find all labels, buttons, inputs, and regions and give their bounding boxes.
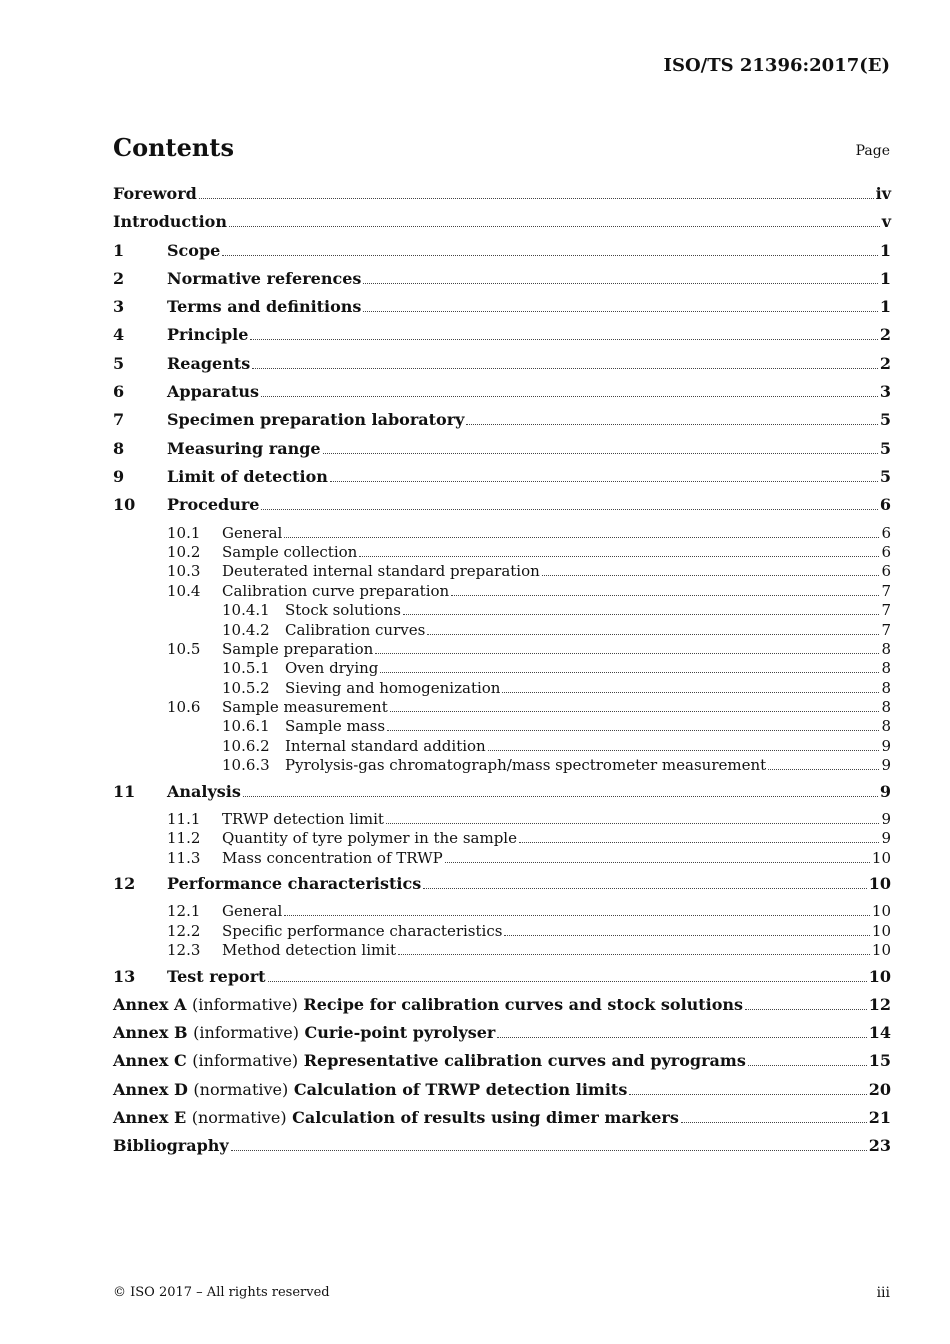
toc-entry-number: 10.4 bbox=[167, 581, 201, 600]
annex-qualifier: (informative) bbox=[191, 994, 298, 1014]
toc-entry-page: 5 bbox=[879, 438, 891, 458]
toc-entry-number: 5 bbox=[113, 353, 125, 373]
toc-entry[interactable] bbox=[113, 184, 891, 212]
toc-entry-number: 10.5 bbox=[167, 639, 201, 658]
toc-entry[interactable] bbox=[113, 562, 891, 581]
toc-entry[interactable] bbox=[113, 467, 891, 495]
toc-entry-title bbox=[113, 1080, 627, 1099]
dot-leader bbox=[375, 653, 879, 654]
toc-entry-title bbox=[113, 995, 743, 1014]
annex-title: Recipe for calibration curves and stock solutions bbox=[303, 994, 744, 1014]
toc-entry-page: 9 bbox=[879, 781, 891, 801]
toc-entry-page: 8 bbox=[881, 678, 891, 697]
toc-entry-page: 8 bbox=[881, 659, 891, 678]
dot-leader bbox=[359, 556, 879, 557]
toc-entry[interactable] bbox=[113, 439, 891, 467]
toc-entry[interactable] bbox=[113, 829, 891, 848]
dot-leader bbox=[504, 935, 869, 936]
toc-entry[interactable] bbox=[113, 902, 891, 921]
dot-leader bbox=[629, 1094, 866, 1095]
dot-leader bbox=[502, 692, 879, 693]
dot-leader bbox=[284, 537, 879, 538]
toc-entry[interactable] bbox=[113, 849, 891, 868]
toc-entry-title: Measuring range bbox=[167, 438, 321, 458]
annex-qualifier: (normative) bbox=[191, 1108, 287, 1128]
toc-entry-title: Procedure bbox=[167, 495, 260, 515]
dot-leader bbox=[398, 954, 870, 955]
toc-entry-title: General bbox=[222, 523, 283, 542]
annex-label: Annex C bbox=[113, 1051, 187, 1071]
toc-entry[interactable] bbox=[113, 1108, 891, 1136]
toc-entry-page: 9 bbox=[881, 829, 891, 848]
toc-entry[interactable] bbox=[113, 922, 891, 941]
annex-title: Calculation of results using dimer markers bbox=[292, 1108, 679, 1128]
toc-entry[interactable] bbox=[113, 382, 891, 410]
document-id: ISO/TS 21396:2017(E) bbox=[663, 55, 890, 76]
dot-leader bbox=[199, 198, 874, 199]
toc-entry-title: Terms and definitions bbox=[167, 297, 362, 317]
toc-entry-title bbox=[113, 1023, 495, 1042]
toc-entry-title bbox=[113, 1108, 679, 1127]
toc-entry-page: 6 bbox=[881, 562, 891, 581]
toc-entry-page: 23 bbox=[868, 1136, 891, 1156]
dot-leader bbox=[542, 575, 880, 576]
dot-leader bbox=[261, 509, 877, 510]
toc-entry[interactable] bbox=[113, 640, 891, 659]
toc-entry-title: Internal standard addition bbox=[285, 736, 486, 755]
toc-entry-title: Reagents bbox=[167, 353, 251, 373]
dot-leader bbox=[427, 634, 879, 635]
toc-entry-number: 13 bbox=[113, 966, 136, 986]
toc-entry-number: 7 bbox=[113, 410, 125, 430]
toc-entry-title: Introduction bbox=[113, 212, 227, 232]
dot-leader bbox=[284, 915, 870, 916]
toc-entry-number: 3 bbox=[113, 297, 125, 317]
dot-leader bbox=[243, 796, 878, 797]
toc-entry-number: 10.4.2 bbox=[222, 620, 270, 639]
dot-leader bbox=[380, 672, 879, 673]
annex-title: Curie-point pyrolyser bbox=[304, 1023, 496, 1043]
toc-entry[interactable] bbox=[113, 297, 891, 325]
annex-qualifier: (informative) bbox=[192, 1051, 299, 1071]
dot-leader bbox=[390, 711, 880, 712]
toc-entry[interactable] bbox=[113, 621, 891, 640]
toc-entry[interactable] bbox=[113, 1023, 891, 1051]
dot-leader bbox=[261, 396, 878, 397]
toc-entry-page: 9 bbox=[881, 809, 891, 828]
toc-entry-title: Scope bbox=[167, 240, 221, 260]
annex-label: Annex B bbox=[113, 1023, 188, 1043]
toc-entry[interactable] bbox=[113, 874, 891, 902]
toc-entry[interactable] bbox=[113, 410, 891, 438]
toc-entry[interactable] bbox=[113, 582, 891, 601]
toc-entry-number: 10.6.3 bbox=[222, 756, 270, 775]
dot-leader bbox=[323, 453, 878, 454]
dot-leader bbox=[252, 368, 878, 369]
toc-entry-title: Sample collection bbox=[222, 542, 358, 561]
toc-entry-number: 4 bbox=[113, 325, 125, 345]
toc-entry-page: 1 bbox=[879, 297, 891, 317]
toc-entry-title bbox=[113, 1051, 746, 1070]
toc-entry-page: 12 bbox=[868, 994, 891, 1014]
dot-leader bbox=[466, 424, 877, 425]
toc-entry-title: Quantity of tyre polymer in the sample bbox=[222, 829, 517, 848]
toc-entry-number: 10.2 bbox=[167, 542, 201, 561]
toc-entry-number: 12 bbox=[113, 874, 136, 894]
toc-entry-page: 6 bbox=[881, 523, 891, 542]
toc-entry[interactable] bbox=[113, 212, 891, 240]
toc-entry-title: Limit of detection bbox=[167, 466, 328, 486]
toc-entry-number: 10.6.1 bbox=[222, 717, 270, 736]
toc-entry-number: 10.5.2 bbox=[222, 678, 270, 697]
toc-entry[interactable] bbox=[113, 698, 891, 717]
toc-entry-page: 10 bbox=[868, 966, 891, 986]
dot-leader bbox=[268, 981, 867, 982]
toc-entry-number: 2 bbox=[113, 268, 125, 288]
toc-entry-number: 11.3 bbox=[167, 848, 201, 867]
toc-entry-page: 7 bbox=[881, 620, 891, 639]
table-of-contents bbox=[113, 184, 891, 1165]
dot-leader bbox=[387, 730, 879, 731]
dot-leader bbox=[250, 339, 877, 340]
toc-entry-title: Apparatus bbox=[167, 382, 259, 402]
copyright-notice: © ISO 2017 – All rights reserved bbox=[113, 1285, 330, 1300]
toc-entry-title: Calibration curves bbox=[285, 620, 426, 639]
toc-entry-title: General bbox=[222, 902, 283, 921]
toc-entry-number: 8 bbox=[113, 438, 125, 458]
toc-entry-page: 2 bbox=[879, 353, 891, 373]
toc-entry-number: 1 bbox=[113, 240, 125, 260]
toc-entry-title: Sieving and homogenization bbox=[285, 678, 501, 697]
dot-leader bbox=[330, 481, 878, 482]
dot-leader bbox=[768, 769, 879, 770]
dot-leader bbox=[748, 1065, 867, 1066]
toc-entry[interactable] bbox=[113, 737, 891, 756]
toc-entry[interactable] bbox=[113, 810, 891, 829]
toc-entry[interactable] bbox=[113, 1136, 891, 1164]
toc-entry[interactable] bbox=[113, 941, 891, 960]
toc-entry-page: iv bbox=[875, 184, 891, 203]
toc-entry-page: 9 bbox=[881, 736, 891, 755]
toc-entry-title: Sample mass bbox=[285, 717, 386, 736]
page-column-label: Page bbox=[855, 143, 890, 159]
toc-entry-number: 9 bbox=[113, 466, 125, 486]
toc-entry-page: v bbox=[881, 212, 891, 232]
toc-entry-title: Pyrolysis-gas chromatograph/mass spectrometer measurement bbox=[285, 756, 767, 775]
dot-leader bbox=[363, 311, 877, 312]
dot-leader bbox=[231, 1150, 867, 1151]
dot-leader bbox=[745, 1009, 867, 1010]
toc-entry-page: 15 bbox=[868, 1051, 891, 1071]
toc-entry-number: 10.5.1 bbox=[222, 659, 270, 678]
toc-entry-number: 11.1 bbox=[167, 809, 201, 828]
annex-title: Representative calibration curves and pyrograms bbox=[303, 1051, 746, 1071]
toc-entry-page: 1 bbox=[879, 268, 891, 288]
toc-entry[interactable] bbox=[113, 325, 891, 353]
toc-entry-title: Oven drying bbox=[285, 659, 379, 678]
toc-entry-title: Specimen preparation laboratory bbox=[167, 410, 465, 430]
toc-entry-title: Method detection limit bbox=[222, 941, 397, 960]
toc-entry-page: 7 bbox=[881, 581, 891, 600]
dot-leader bbox=[488, 750, 880, 751]
toc-entry[interactable] bbox=[113, 269, 891, 297]
toc-entry-page: 14 bbox=[868, 1023, 891, 1043]
toc-entry-title: Performance characteristics bbox=[167, 874, 422, 894]
annex-qualifier: (informative) bbox=[193, 1023, 299, 1043]
page-number: iii bbox=[876, 1285, 890, 1301]
toc-entry-title: Sample measurement bbox=[222, 698, 388, 717]
toc-entry-page: 8 bbox=[881, 698, 891, 717]
toc-entry-page: 5 bbox=[879, 466, 891, 486]
toc-entry-title: Stock solutions bbox=[285, 601, 401, 620]
toc-entry-number: 11.2 bbox=[167, 829, 201, 848]
toc-entry-number: 10.6.2 bbox=[222, 736, 270, 755]
toc-entry-page: 10 bbox=[868, 874, 891, 894]
toc-entry-page: 21 bbox=[868, 1108, 891, 1128]
dot-leader bbox=[403, 614, 879, 615]
toc-entry[interactable] bbox=[113, 1080, 891, 1108]
toc-entry[interactable] bbox=[113, 241, 891, 269]
toc-entry-page: 2 bbox=[879, 325, 891, 345]
toc-entry[interactable] bbox=[113, 717, 891, 736]
toc-entry-number: 12.3 bbox=[167, 941, 201, 960]
annex-label: Annex E bbox=[113, 1108, 187, 1128]
dot-leader bbox=[386, 823, 879, 824]
dot-leader bbox=[497, 1037, 866, 1038]
toc-entry-page: 10 bbox=[871, 848, 891, 867]
toc-entry-number: 12.2 bbox=[167, 921, 201, 940]
toc-entry[interactable] bbox=[113, 995, 891, 1023]
toc-entry-title: TRWP detection limit bbox=[222, 809, 384, 828]
toc-entry-title: Test report bbox=[167, 966, 266, 986]
toc-entry-number: 10.3 bbox=[167, 562, 201, 581]
toc-entry-title: Analysis bbox=[167, 781, 241, 801]
toc-entry[interactable] bbox=[113, 659, 891, 678]
toc-entry[interactable] bbox=[113, 782, 891, 810]
toc-entry-title: Mass concentration of TRWP bbox=[222, 848, 443, 867]
toc-entry-page: 9 bbox=[881, 756, 891, 775]
toc-entry[interactable] bbox=[113, 1051, 891, 1079]
toc-entry-page: 10 bbox=[871, 921, 891, 940]
annex-title: Calculation of TRWP detection limits bbox=[293, 1079, 628, 1099]
toc-entry-title: Bibliography bbox=[113, 1136, 229, 1156]
toc-entry-title: Deuterated internal standard preparation bbox=[222, 562, 540, 581]
dot-leader bbox=[681, 1122, 867, 1123]
toc-entry[interactable] bbox=[113, 601, 891, 620]
toc-entry-page: 20 bbox=[868, 1079, 891, 1099]
toc-entry-page: 8 bbox=[881, 639, 891, 658]
toc-entry[interactable] bbox=[113, 524, 891, 543]
toc-entry-page: 3 bbox=[879, 382, 891, 402]
annex-qualifier: (normative) bbox=[193, 1079, 289, 1099]
toc-entry-title: Calibration curve preparation bbox=[222, 581, 450, 600]
toc-entry-page: 8 bbox=[881, 717, 891, 736]
toc-entry-page: 10 bbox=[871, 941, 891, 960]
toc-entry[interactable] bbox=[113, 354, 891, 382]
toc-entry-page: 6 bbox=[881, 542, 891, 561]
toc-entry[interactable] bbox=[113, 756, 891, 775]
toc-entry-page: 7 bbox=[881, 601, 891, 620]
toc-entry[interactable] bbox=[113, 967, 891, 995]
dot-leader bbox=[423, 888, 867, 889]
toc-entry-title: Foreword bbox=[113, 184, 197, 203]
page-title: Contents bbox=[113, 133, 234, 162]
toc-entry-page: 5 bbox=[879, 410, 891, 430]
toc-entry[interactable] bbox=[113, 543, 891, 562]
toc-entry-number: 6 bbox=[113, 382, 125, 402]
toc-entry-page: 1 bbox=[879, 240, 891, 260]
toc-entry-number: 12.1 bbox=[167, 902, 201, 921]
toc-entry-title: Sample preparation bbox=[222, 639, 374, 658]
toc-entry-title: Normative references bbox=[167, 268, 362, 288]
toc-entry-number: 10 bbox=[113, 495, 136, 515]
toc-entry[interactable] bbox=[113, 495, 891, 523]
toc-entry-title: Specific performance characteristics bbox=[222, 921, 503, 940]
annex-label: Annex A bbox=[113, 994, 187, 1014]
dot-leader bbox=[451, 595, 879, 596]
dot-leader bbox=[222, 255, 878, 256]
dot-leader bbox=[445, 862, 870, 863]
annex-label: Annex D bbox=[113, 1079, 188, 1099]
dot-leader bbox=[229, 226, 880, 227]
dot-leader bbox=[363, 283, 877, 284]
toc-entry-number: 11 bbox=[113, 781, 136, 801]
dot-leader bbox=[519, 842, 879, 843]
toc-entry-title: Principle bbox=[167, 325, 249, 345]
toc-entry[interactable] bbox=[113, 679, 891, 698]
toc-entry-page: 10 bbox=[871, 902, 891, 921]
toc-entry-page: 6 bbox=[879, 495, 891, 515]
toc-entry-number: 10.1 bbox=[167, 523, 201, 542]
toc-entry-number: 10.4.1 bbox=[222, 601, 270, 620]
toc-entry-number: 10.6 bbox=[167, 698, 201, 717]
